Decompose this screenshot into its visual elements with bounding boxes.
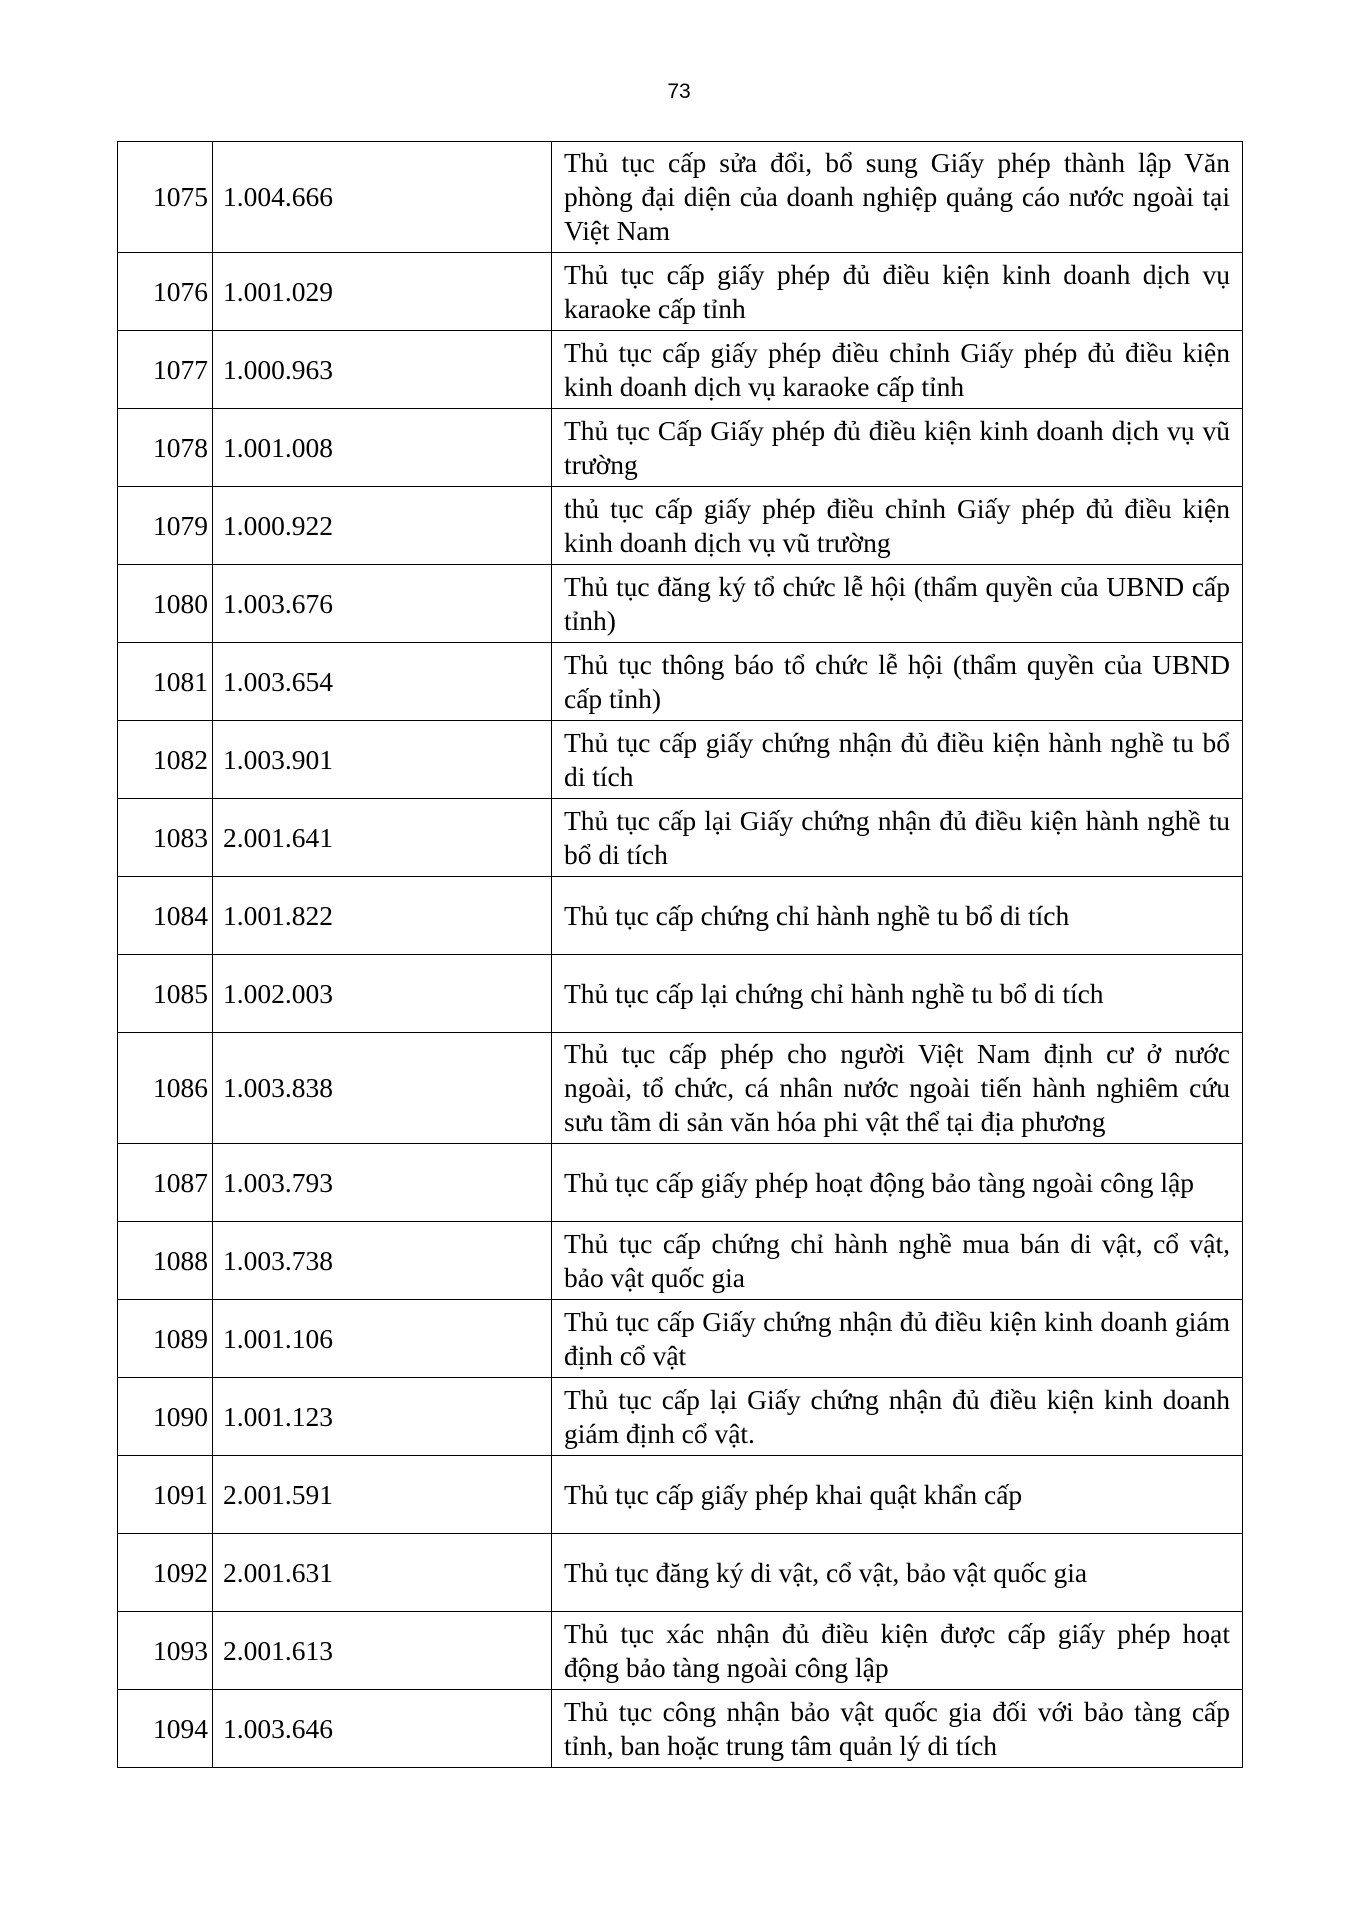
table-row — [118, 487, 1243, 565]
row-number-cell: 1075 — [118, 142, 213, 253]
procedure-code-cell: 1.001.123 — [213, 1378, 552, 1456]
row-number-cell: 1090 — [118, 1378, 213, 1456]
table-row — [118, 331, 1243, 409]
table-row — [118, 1033, 1243, 1144]
table-row — [118, 1300, 1243, 1378]
procedure-name-cell: Thủ tục cấp giấy phép điều chỉnh Giấy phép đủ điều kiện kinh doanh dịch vụ karaoke cấp tỉnh — [552, 331, 1243, 409]
procedure-code-cell: 1.001.822 — [213, 877, 552, 955]
row-number-cell: 1091 — [118, 1456, 213, 1534]
procedure-name-cell: Thủ tục cấp giấy phép đủ điều kiện kinh doanh dịch vụ karaoke cấp tỉnh — [552, 253, 1243, 331]
procedure-name-cell: Thủ tục cấp giấy phép khai quật khẩn cấp — [552, 1456, 1243, 1534]
table-row — [118, 142, 1243, 253]
row-number-cell: 1088 — [118, 1222, 213, 1300]
row-number-cell: 1093 — [118, 1612, 213, 1690]
procedure-code-cell: 2.001.631 — [213, 1534, 552, 1612]
procedure-name-cell: Thủ tục cấp lại Giấy chứng nhận đủ điều kiện kinh doanh giám định cổ vật. — [552, 1378, 1243, 1456]
row-number-cell: 1083 — [118, 799, 213, 877]
procedure-code-cell: 1.003.838 — [213, 1033, 552, 1144]
procedure-name-cell: Thủ tục xác nhận đủ điều kiện được cấp giấy phép hoạt động bảo tàng ngoài công lập — [552, 1612, 1243, 1690]
row-number-cell: 1092 — [118, 1534, 213, 1612]
procedure-name-cell: Thủ tục cấp chứng chỉ hành nghề tu bổ di tích — [552, 877, 1243, 955]
table-row — [118, 799, 1243, 877]
procedure-code-cell: 2.001.613 — [213, 1612, 552, 1690]
row-number-cell: 1085 — [118, 955, 213, 1033]
procedure-code-cell: 1.003.676 — [213, 565, 552, 643]
table-row — [118, 1456, 1243, 1534]
procedure-code-cell: 1.003.654 — [213, 643, 552, 721]
procedure-name-cell: Thủ tục cấp phép cho người Việt Nam định cư ở nước ngoài, tổ chức, cá nhân nước ngoài tiến hành nghiêm cứu sưu tầm di sản văn hóa phi vật thể tại địa phương — [552, 1033, 1243, 1144]
row-number-cell: 1087 — [118, 1144, 213, 1222]
row-number-cell: 1080 — [118, 565, 213, 643]
procedure-code-cell: 1.002.003 — [213, 955, 552, 1033]
table-row — [118, 955, 1243, 1033]
procedure-code-cell: 1.003.646 — [213, 1690, 552, 1768]
row-number-cell: 1086 — [118, 1033, 213, 1144]
table-row — [118, 877, 1243, 955]
table-row — [118, 643, 1243, 721]
row-number-cell: 1076 — [118, 253, 213, 331]
row-number-cell: 1094 — [118, 1690, 213, 1768]
table-row — [118, 565, 1243, 643]
procedure-code-cell: 1.003.793 — [213, 1144, 552, 1222]
procedure-code-cell: 1.003.738 — [213, 1222, 552, 1300]
row-number-cell: 1079 — [118, 487, 213, 565]
procedure-name-cell: Thủ tục cấp chứng chỉ hành nghề mua bán di vật, cổ vật, bảo vật quốc gia — [552, 1222, 1243, 1300]
procedure-name-cell: Thủ tục cấp sửa đổi, bổ sung Giấy phép thành lập Văn phòng đại diện của doanh nghiệp quảng cáo nước ngoài tại Việt Nam — [552, 142, 1243, 253]
procedure-name-cell: Thủ tục Cấp Giấy phép đủ điều kiện kinh doanh dịch vụ vũ trường — [552, 409, 1243, 487]
procedure-code-cell: 2.001.641 — [213, 799, 552, 877]
procedure-name-cell: Thủ tục cấp giấy chứng nhận đủ điều kiện hành nghề tu bổ di tích — [552, 721, 1243, 799]
procedure-name-cell: Thủ tục đăng ký di vật, cổ vật, bảo vật quốc gia — [552, 1534, 1243, 1612]
procedure-name-cell: thủ tục cấp giấy phép điều chỉnh Giấy phép đủ điều kiện kinh doanh dịch vụ vũ trường — [552, 487, 1243, 565]
table-row — [118, 1144, 1243, 1222]
table-row — [118, 253, 1243, 331]
procedure-table — [117, 141, 1243, 1768]
table-row — [118, 1612, 1243, 1690]
procedure-name-cell: Thủ tục cấp lại Giấy chứng nhận đủ điều kiện hành nghề tu bổ di tích — [552, 799, 1243, 877]
table-row — [118, 409, 1243, 487]
procedure-code-cell: 1.000.963 — [213, 331, 552, 409]
procedure-code-cell: 2.001.591 — [213, 1456, 552, 1534]
procedure-name-cell: Thủ tục cấp lại chứng chỉ hành nghề tu bổ di tích — [552, 955, 1243, 1033]
procedure-code-cell: 1.004.666 — [213, 142, 552, 253]
procedure-name-cell: Thủ tục thông báo tổ chức lễ hội (thẩm quyền của UBND cấp tỉnh) — [552, 643, 1243, 721]
procedure-code-cell: 1.000.922 — [213, 487, 552, 565]
procedure-name-cell: Thủ tục đăng ký tổ chức lễ hội (thẩm quyền của UBND cấp tỉnh) — [552, 565, 1243, 643]
procedure-table-body — [118, 142, 1243, 1768]
row-number-cell: 1081 — [118, 643, 213, 721]
table-row — [118, 1378, 1243, 1456]
row-number-cell: 1084 — [118, 877, 213, 955]
page-number: 73 — [667, 80, 691, 103]
table-row — [118, 1690, 1243, 1768]
procedure-code-cell: 1.001.029 — [213, 253, 552, 331]
procedure-name-cell: Thủ tục công nhận bảo vật quốc gia đối với bảo tàng cấp tỉnh, ban hoặc trung tâm quản lý di tích — [552, 1690, 1243, 1768]
procedure-name-cell: Thủ tục cấp giấy phép hoạt động bảo tàng ngoài công lập — [552, 1144, 1243, 1222]
row-number-cell: 1078 — [118, 409, 213, 487]
procedure-code-cell: 1.003.901 — [213, 721, 552, 799]
row-number-cell: 1089 — [118, 1300, 213, 1378]
table-row — [118, 1534, 1243, 1612]
procedure-code-cell: 1.001.106 — [213, 1300, 552, 1378]
table-row — [118, 721, 1243, 799]
row-number-cell: 1077 — [118, 331, 213, 409]
table-row — [118, 1222, 1243, 1300]
procedure-name-cell: Thủ tục cấp Giấy chứng nhận đủ điều kiện kinh doanh giám định cổ vật — [552, 1300, 1243, 1378]
procedure-code-cell: 1.001.008 — [213, 409, 552, 487]
row-number-cell: 1082 — [118, 721, 213, 799]
